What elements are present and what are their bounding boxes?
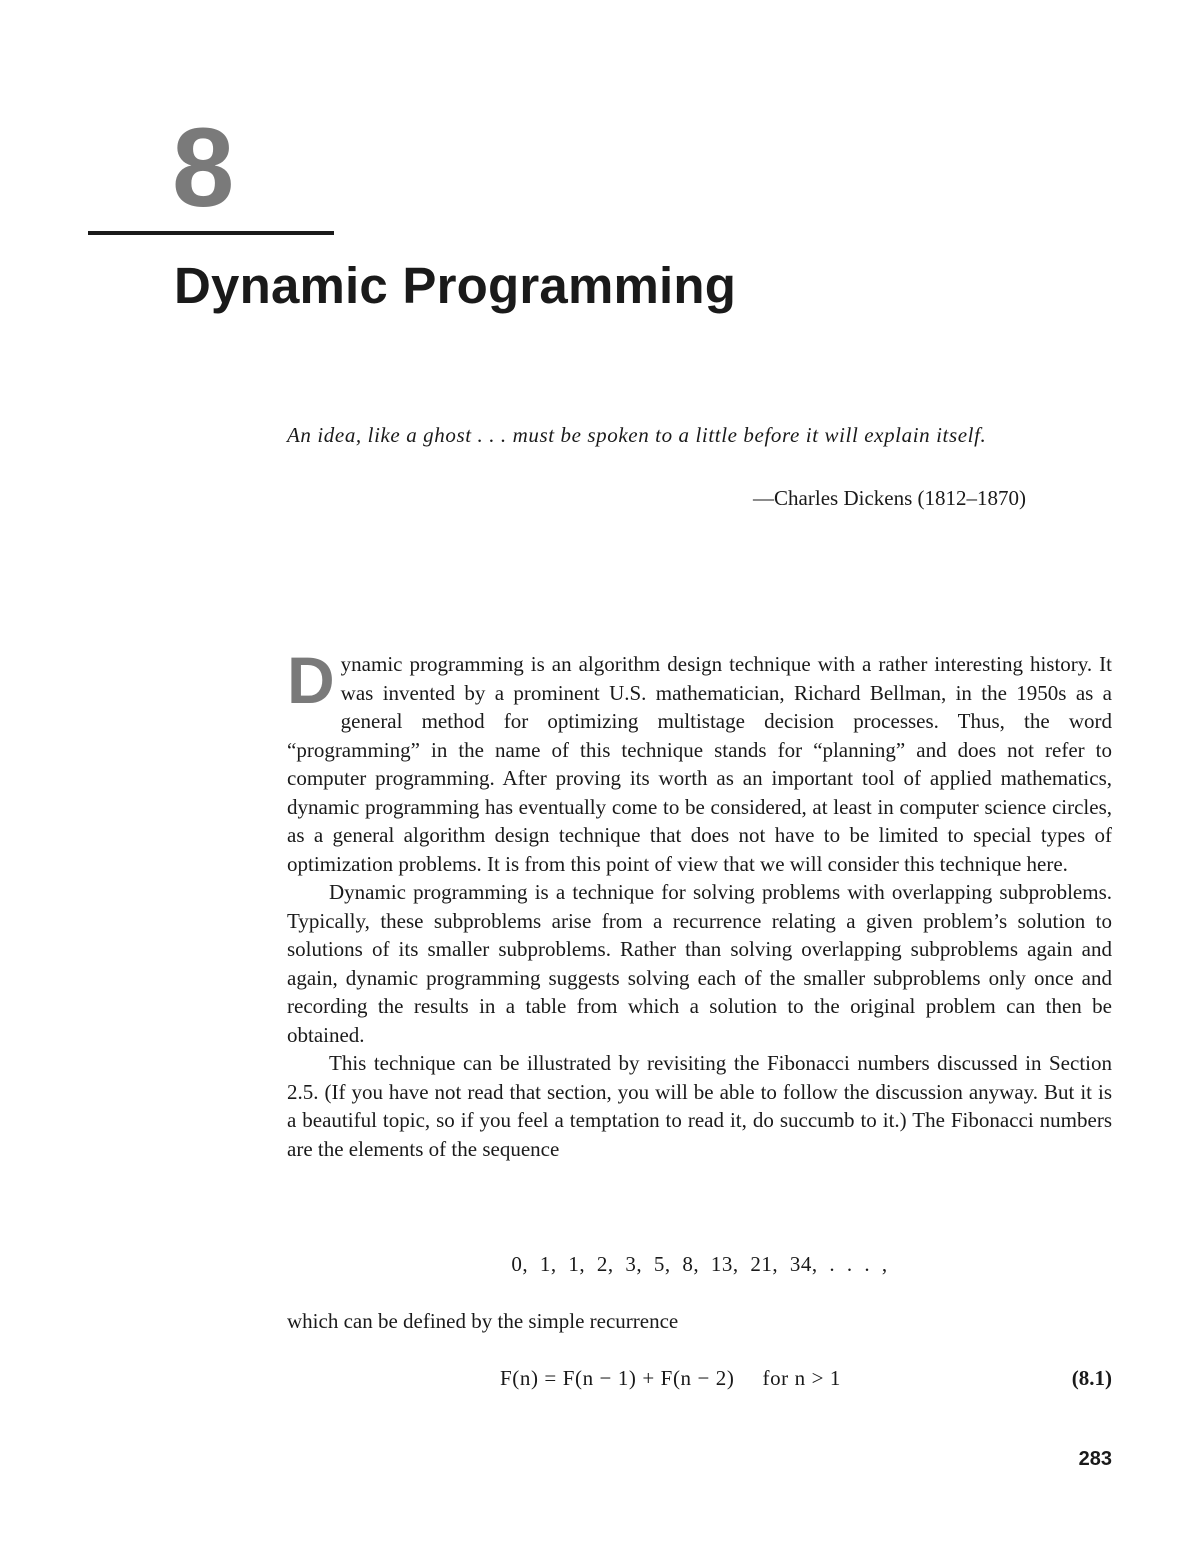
body-text bbox=[287, 643, 1112, 1163]
paragraph-3: This technique can be illustrated by revisiting the Fibonacci numbers discussed in Section 2.5. (If you have not read that section, you will be able to follow the discussion anyway. But it is a beautiful topic, so if you feel a temptation to read it, do succumb to it.) The Fibonacci numbers are the elements of the sequence bbox=[287, 1051, 1112, 1161]
epigraph-text: An idea, like a ghost . . . must be spoken to a little before it will explain itself. bbox=[287, 423, 987, 447]
equation-expression: F(n) = F(n − 1) + F(n − 2) bbox=[500, 1366, 735, 1390]
paragraph-1-text: ynamic programming is an algorithm design technique with a rather interesting history. It was invented by a prominent U.S. mathematician, Richard Bellman, in the 1950s as a general method for optimizing multistage decision processes. Thus, the word “programming” in the name of this technique stands for “planning” and does not refer to computer programming. After proving its worth as an important tool of applied mathematics, dynamic programming has eventually come to be considered, at least in computer science circles, as a general algorithm design technique that does not have to be limited to special types of optimization problems. It is from this point of view that we will consider this technique here. bbox=[287, 652, 1112, 876]
fibonacci-sequence: 0, 1, 1, 2, 3, 5, 8, 13, 21, 34, . . . , bbox=[511, 1252, 888, 1276]
chapter-rule bbox=[88, 231, 334, 235]
drop-cap: D bbox=[287, 643, 335, 717]
paragraph-1 bbox=[287, 643, 1112, 878]
page-number: 283 bbox=[1078, 1448, 1112, 1470]
recurrence-lead-in: which can be defined by the simple recurrence bbox=[287, 1309, 679, 1333]
equation-number: (8.1) bbox=[1071, 1366, 1112, 1390]
chapter-title: Dynamic Programming bbox=[174, 257, 737, 314]
paragraph-2: Dynamic programming is a technique for solving problems with overlapping subproblems. Typically, these subproblems arise from a recurrence relating a given problem’s solution to solutions of its smaller subproblems. Rather than solving overlapping subproblems again and again, dynamic programming suggests solving each of the smaller subproblems only once and recording the results in a table from which a solution to the original problem can then be obtained. bbox=[287, 880, 1112, 1047]
equation-condition: for n > 1 bbox=[762, 1366, 841, 1390]
recurrence-equation bbox=[500, 1364, 841, 1392]
chapter-number: 8 bbox=[172, 105, 235, 230]
epigraph-attribution: —Charles Dickens (1812–1870) bbox=[753, 486, 1026, 510]
